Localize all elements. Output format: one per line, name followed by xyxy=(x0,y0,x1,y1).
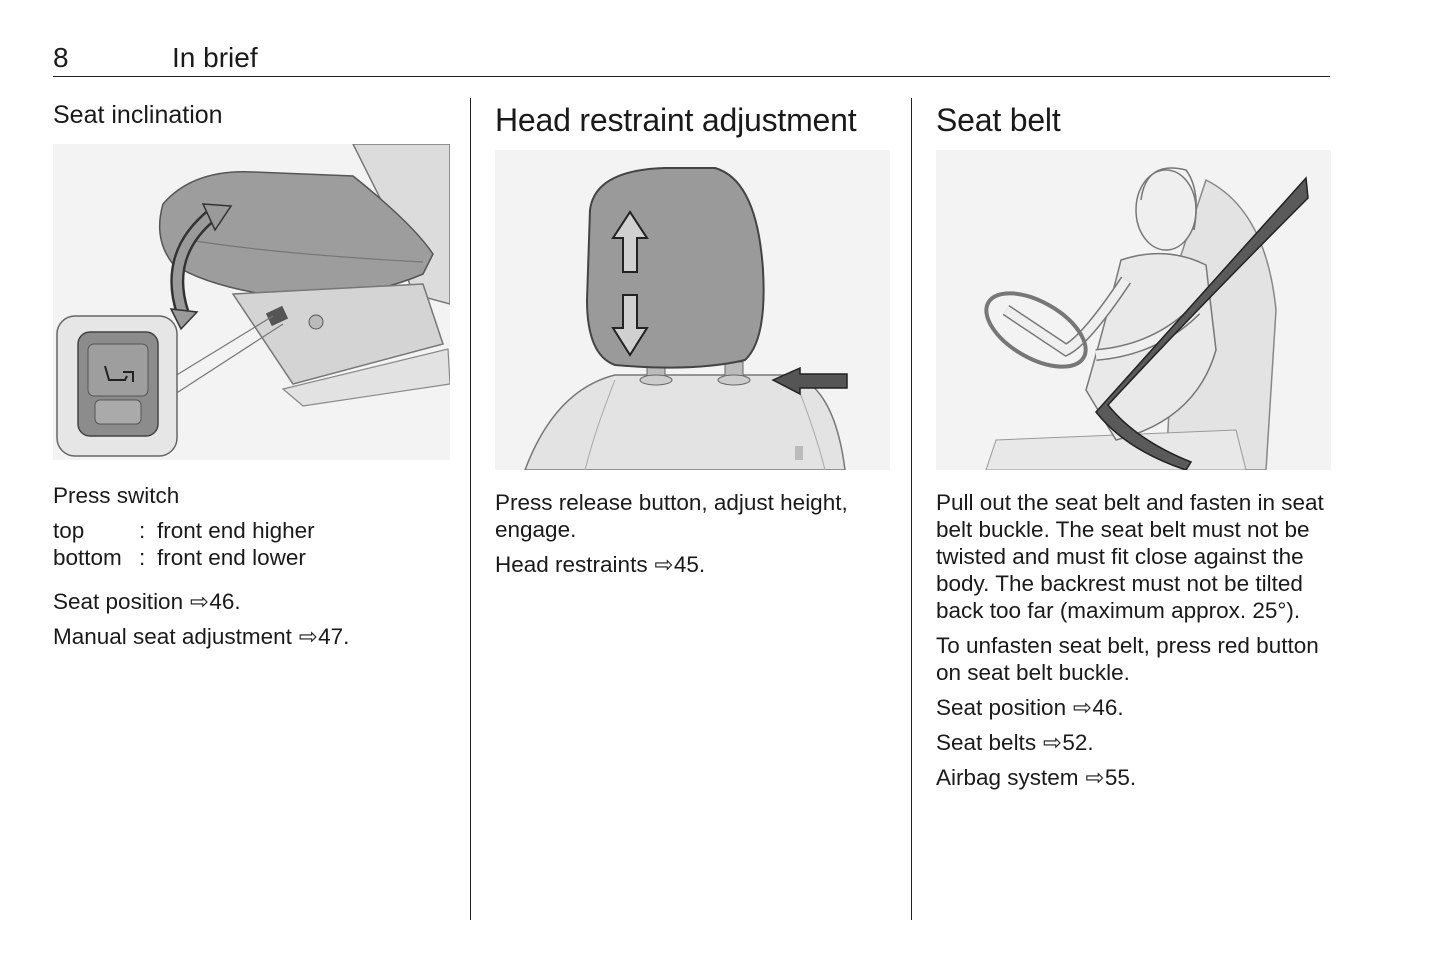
reference-text: Seat position xyxy=(936,695,1067,720)
reference-text: Seat belts xyxy=(936,730,1037,755)
reference-text: Head restraints xyxy=(495,552,648,577)
cross-reference[interactable] xyxy=(936,764,1331,791)
page-number: 8 xyxy=(53,42,69,73)
column-divider xyxy=(911,98,912,920)
reference-text: Seat position xyxy=(53,589,184,614)
column-divider xyxy=(470,98,471,920)
switch-positions xyxy=(53,517,450,571)
switch-position-row xyxy=(53,544,450,571)
seat-inclination-title: Seat inclination xyxy=(53,101,223,129)
seat-belt-unfasten-paragraph: To unfasten seat belt, press red button on seat belt buckle. xyxy=(936,633,1319,685)
seat-belt-paragraph: Pull out the seat belt and fasten in seat belt buckle. The seat belt must not be twisted and must fit close against the body. The backrest must not be tilted back too far (maximum approx. 25°). xyxy=(936,490,1324,623)
cross-reference[interactable] xyxy=(53,623,450,650)
arrow-icon: ⇨ xyxy=(189,589,209,614)
reference-page: 47. xyxy=(318,624,350,649)
switch-position-row xyxy=(53,517,450,544)
reference-page: 46. xyxy=(209,589,241,614)
arrow-icon: ⇨ xyxy=(1042,730,1062,755)
head-restraint-instruction: Press release button, adjust height, engage. xyxy=(495,490,848,542)
position-value: front end lower xyxy=(157,545,306,570)
position-value: front end higher xyxy=(157,518,315,543)
reference-text: Manual seat adjustment xyxy=(53,624,292,649)
position-separator: : xyxy=(139,518,146,543)
head-restraint-illustration xyxy=(495,150,890,470)
arrow-icon: ⇨ xyxy=(298,624,318,649)
cross-reference[interactable] xyxy=(495,551,890,578)
seat-belt-title: Seat belt xyxy=(936,102,1061,138)
reference-page: 52. xyxy=(1062,730,1094,755)
cross-reference[interactable] xyxy=(53,588,450,615)
arrow-icon: ⇨ xyxy=(1072,695,1092,720)
press-switch-label: Press switch xyxy=(53,483,180,508)
reference-page: 45. xyxy=(673,552,706,577)
page-header xyxy=(53,40,1330,77)
reference-text: Airbag system xyxy=(936,765,1079,790)
position-key: bottom xyxy=(53,545,122,570)
head-restraint-section xyxy=(495,98,890,578)
reference-page: 46. xyxy=(1092,695,1124,720)
arrow-icon: ⇨ xyxy=(654,552,674,577)
arrow-icon: ⇨ xyxy=(1085,765,1105,790)
position-key: top xyxy=(53,518,85,543)
head-restraint-title: Head restraint adjustment xyxy=(495,102,857,138)
seat-inclination-illustration xyxy=(53,144,450,460)
reference-page: 55. xyxy=(1104,765,1137,790)
section-title: In brief xyxy=(172,42,258,73)
cross-reference[interactable] xyxy=(936,729,1331,756)
seat-inclination-section xyxy=(53,98,450,650)
seat-belt-section xyxy=(936,98,1331,791)
cross-reference[interactable] xyxy=(936,694,1331,721)
position-separator: : xyxy=(139,545,146,570)
seat-belt-illustration xyxy=(936,150,1331,470)
